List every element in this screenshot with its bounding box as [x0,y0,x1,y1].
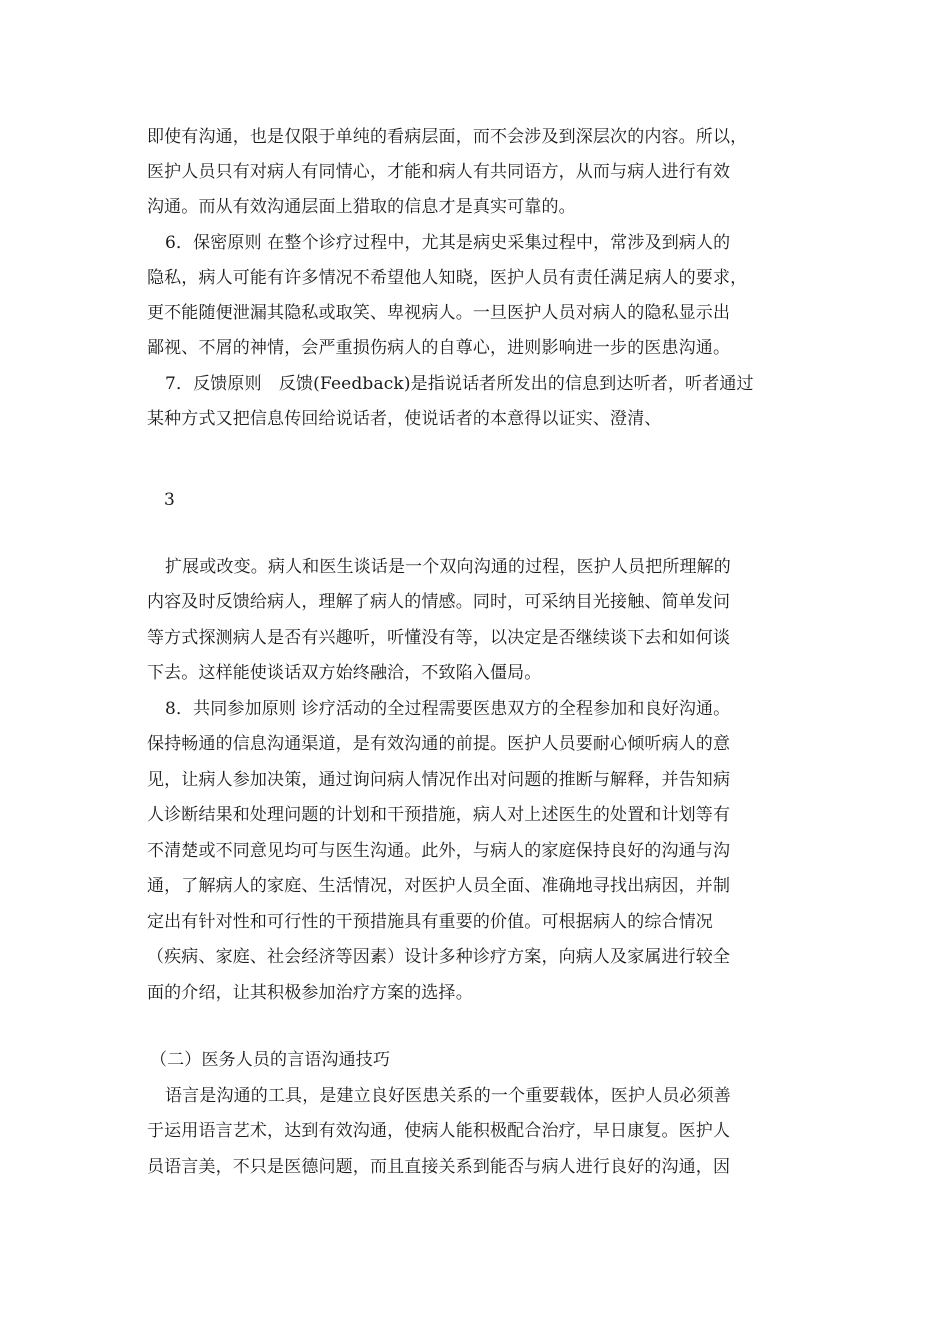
section-heading: （二）医务人员的言语沟通技巧 [150,1050,391,1070]
page-number: 3 [164,490,175,510]
text-line: 通，了解病人的家庭、生活情况，对医护人员全面、准确地寻找出病因，并制 [147,876,731,896]
text-line: 鄙视、不屑的神情，会严重损伤病人的自尊心，进则影响进一步的医患沟通。 [147,338,731,358]
text-line: 6．保密原则 在整个诊疗过程中，尤其是病史采集过程中，常涉及到病人的 [165,233,731,253]
text-line: 下去。这样能使谈话双方始终融洽，不致陷入僵局。 [147,663,542,683]
text-line: 8．共同参加原则 诊疗活动的全过程需要医患双方的全程参加和良好沟通。 [165,699,731,719]
text-line: 人诊断结果和处理问题的计划和干预措施，病人对上述医生的处置和计划等有 [147,805,731,825]
text-line: 某种方式又把信息传回给说话者，使说话者的本意得以证实、澄清、 [147,409,662,429]
text-line: 员语言美，不只是医德问题，而且直接关系到能否与病人进行良好的沟通，因 [147,1157,731,1177]
text-line: 保持畅通的信息沟通渠道，是有效沟通的前提。医护人员要耐心倾听病人的意 [147,734,731,754]
text-line: 医护人员只有对病人有同情心，才能和病人有共同语方，从而与病人进行有效 [147,162,731,182]
text-line: 见，让病人参加决策，通过询问病人情况作出对问题的推断与解释，并告知病 [147,770,731,790]
text-line: 隐私，病人可能有许多情况不希望他人知晓，医护人员有责任满足病人的要求， [147,268,748,288]
text-line: （疾病、家庭、社会经济等因素）设计多种诊疗方案，向病人及家属进行较全 [147,947,731,967]
text-line: 等方式探测病人是否有兴趣听，听懂没有等，以决定是否继续谈下去和如何谈 [147,628,731,648]
text-line: 更不能随便泄漏其隐私或取笑、卑视病人。一旦医护人员对病人的隐私显示出 [147,303,731,323]
text-line: 于运用语言艺术，达到有效沟通，使病人能积极配合治疗，早日康复。医护人 [147,1121,731,1141]
text-line: 语言是沟通的工具，是建立良好医患关系的一个重要载体，医护人员必须善 [165,1086,731,1106]
text-line: 沟通。而从有效沟通层面上猎取的信息才是真实可靠的。 [147,197,576,217]
text-line: 不清楚或不同意见均可与医生沟通。此外，与病人的家庭保持良好的沟通与沟 [147,841,731,861]
text-line: 7．反馈原则 反馈(Feedback)是指说话者所发出的信息到达听者，听者通过 [165,374,754,394]
text-line: 即使有沟通，也是仅限于单纯的看病层面，而不会涉及到深层次的内容。所以， [147,127,748,147]
text-line: 扩展或改变。病人和医生谈话是一个双向沟通的过程，医护人员把所理解的 [165,557,731,577]
text-line: 定出有针对性和可行性的干预措施具有重要的价值。可根据病人的综合情况 [147,912,713,932]
text-line: 面的介绍，让其积极参加治疗方案的选择。 [147,983,473,1003]
text-line: 内容及时反馈给病人，理解了病人的情感。同时，可采纳目光接触、简单发问 [147,592,731,612]
